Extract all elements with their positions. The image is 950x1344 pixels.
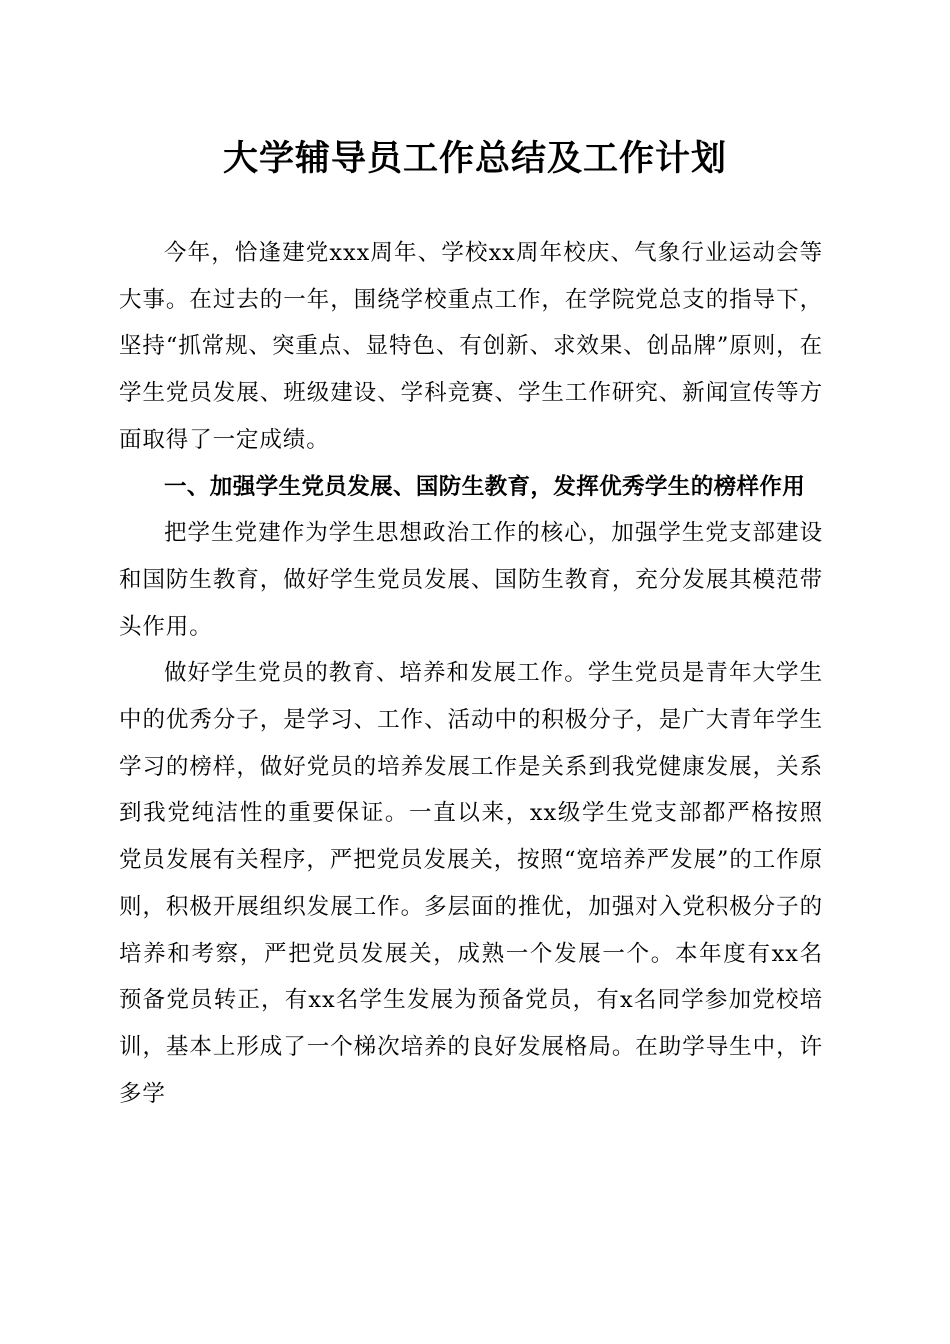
document-body (119, 230, 823, 1117)
intro-paragraph: 今年，恰逢建党xxx周年、学校xx周年校庆、气象行业运动会等大事。在过去的一年，围绕学校重点工作，在学院党总支的指导下，坚持“抓常规、突重点、显特色、有创新、求效果、创品牌”原则，在学生党员发展、班级建设、学科竞赛、学生工作研究、新闻宣传等方面取得了一定成绩。 (119, 240, 823, 453)
section-heading-1: 一、加强学生党员发展、国防生教育，发挥优秀学生的榜样作用 (164, 473, 806, 500)
section-1-paragraph-2: 做好学生党员的教育、培养和发展工作。学生党员是青年大学生中的优秀分子，是学习、工作、活动中的积极分子，是广大青年学生学习的榜样，做好党员的培养发展工作是关系到我党健康发展，关系到我党纯洁性的重要保证。一直以来，xx级学生党支部都严格按照党员发展有关程序，严把党员发展关，按照“宽培养严发展”的工作原则，积极开展组织发展工作。多层面的推优，加强对入党积极分子的培养和考察，严把党员发展关，成熟一个发展一个。本年度有xx名预备党员转正，有xx名学生发展为预备党员，有x名同学参加党校培训，基本上形成了一个梯次培养的良好发展格局。在助学导生中，许多学 (119, 660, 823, 1107)
document-title: 大学辅导员工作总结及工作计划 (222, 138, 727, 179)
section-1-paragraph-1: 把学生党建作为学生思想政治工作的核心，加强学生党支部建设和国防生教育，做好学生党员发展、国防生教育，充分发展其模范带头作用。 (119, 520, 823, 640)
